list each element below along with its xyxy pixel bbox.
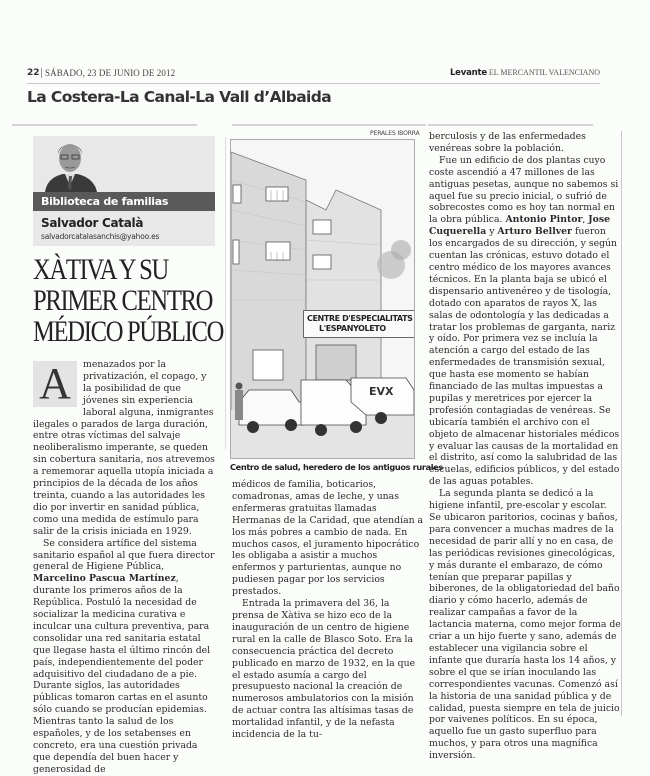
- section-title: La Costera-La Canal-La Vall d’Albaida: [27, 88, 332, 106]
- headline-line-3: MÉDICO PÚBLICO: [33, 315, 224, 348]
- person-name: Marcelino Pascua Martínez: [33, 573, 176, 585]
- issue-date: SÁBADO, 23 DE JUNIO DE 2012: [45, 68, 176, 78]
- photo-caption: Centro de salud, heredero de los antiguos rurales: [230, 462, 443, 472]
- article-photo: [230, 139, 415, 459]
- drop-cap: A: [33, 361, 77, 407]
- building-sign: [303, 310, 414, 338]
- divider-top-middle: [232, 124, 426, 126]
- article-column-1: [33, 359, 216, 776]
- photo-credit: PERALES IBORRA: [370, 130, 420, 137]
- divider-top-right: [428, 124, 593, 126]
- article-headline: [33, 253, 224, 348]
- person-name: Antonio Pintor: [505, 214, 583, 226]
- van-logo: EVX: [369, 385, 394, 398]
- brand-tagline: EL MERCANTIL VALENCIANO: [488, 68, 600, 77]
- column-rule: [225, 137, 226, 449]
- paragraph-3-continued: berculosis y de las enfermedades venéreas sobre la población.: [429, 131, 586, 154]
- author-email[interactable]: salvadorcatalasanchis@yahoo.es: [41, 232, 160, 241]
- person-name: Jose Cuquerella: [429, 214, 611, 238]
- divider-top-left: [12, 124, 197, 126]
- paragraph-4: Fue un edificio de dos plantas cuyo coste ascendió a 47 millones de las antiguas pesetas, aunque no sabemos si aquel fue su precio inicial, o sufrió de sobrecostes como es hoy tan normal en la obra pública. Antonio Pintor, Jose Cuquerella y Arturo Bellver fueron los encargados de su dirección, y según cuentan las crónicas, estuvo dotado el centro médico de los mayores avances técnicos. En la planta baja se ubicó el dispensario antivenéreo y de tisología, dotado con aparatos de rayos X, las salas de odontología y las dedicadas a tratar los problemas de garganta, nariz y oído. Por primera vez se incluía la atención a cargo del estado de las enfermedades de transmisión sexual, que hasta ese momento se habían financiado de las multas impuestas a pupilas y meretrices por ejercer la profesión contagiadas de venéreas. Se ubicaría también el archivo con el objeto de almacenar historiales médicos y evaluar las causas de la mortalidad en el distrito, así como la salubridad de las escuelas, edificios públicos, y del estado de las aguas potables.: [429, 154, 620, 488]
- right-column-rule: [621, 131, 622, 716]
- author-box: [33, 136, 215, 246]
- paragraph-2-continued: médicos de familia, boticarios, comadronas, amas de leche, y unas enfermeras gratuitas llamadas Hermanas de la Caridad, que atendían a los más pobres a cambio de nada. En muchos casos, el juramento hipocrático les obligaba a asistir a muchos enfermos y parturientas, aunque no pudiesen pagar por los servicios prestados.: [232, 479, 424, 598]
- building-image: [231, 140, 414, 458]
- page-header: [27, 68, 600, 84]
- article-column-3: [429, 131, 621, 762]
- headline-line-1: XÀTIVA Y SU: [33, 253, 169, 286]
- author-photo: [41, 136, 99, 192]
- headline-line-2: PRIMER CENTRO: [33, 284, 213, 317]
- sign-line-1: CENTRE D'ESPECIALITATS: [307, 314, 413, 323]
- paragraph-3: Entrada la primavera del 36, la prensa de Xàtiva se hizo eco de la inauguración de un centro de higiene rural en la calle de Blasco Soto. Era la consecuencia práctica del decreto publicado en marzo de 1932, en la que el estado asumía a cargo del presupuesto nacional la creación de numerosos ambulatorios con la misión de actuar contra las altísimas tasas de mortalidad infantil, y de la nefasta incidencia de la tu-: [232, 598, 416, 741]
- masthead: [450, 68, 600, 78]
- article-column-2: [232, 479, 424, 741]
- page-number: 22: [27, 68, 40, 78]
- author-name: Salvador Català: [41, 216, 144, 230]
- paragraph-2: Se considera artífice del sistema sanitario español al que fuera director general de Higiene Pública, Marcelino Pascua Martínez, durante los primeros años de la República. Postuló la necesidad de socializar la medicina curativa e inculcar una cultura preventiva, para consolidar una red sanitaria estatal que llegase hasta el último rincón del país, independientemente del poder adquisitivo del ciudadano de a pie. Durante siglos, las autoridades públicas tomaron cartas en el asunto sólo cuando se producían epidemias. Mientras tanto la salud de los españoles, y de los setabenses en concreto, era una cuestión privada que dependía del buen hacer y generosidad de: [33, 537, 215, 775]
- header-divider: [41, 68, 42, 78]
- sign-line-2: L'ESPANYOLETO: [319, 324, 386, 333]
- column-name-banner: Biblioteca de familias: [33, 192, 215, 211]
- paragraph-5: La segunda planta se dedicó a la higiene infantil, pre-escolar y escolar. Se ubicaron paritorios, cocinas y baños, para convencer a muchas madres de la necesidad de parir allí y no en casa, de las periódicas revisiones ginecológicas, y más durante el embarazo, de cómo tenían que preparar papillas y biberones, de la obligatoriedad del baño diario y cómo hacerlo, además de realizar campañas a favor de la lactancia materna, como mejor forma de criar a un hijo fuerte y sano, además de establecer una vigilancia sobre el infante que duraría hasta los 14 años, y sobre el que se irían inoculando las correspondientes vacunas. Comenzó así la historia de una sanidad pública y de calidad, puesta siempre en tela de juicio por vaivenes políticos. En su época, aquello fue un gasto superfluo para muchos, y para otros una magnífica inversión.: [429, 488, 621, 762]
- brand-name: Levante: [449, 68, 487, 78]
- paragraph-1: A menazados por la privatización, el copago, y la posibilidad de que jóvenes sin experiencia laboral alguna, inmigrantes ilegales o parados de larga duración, entre otras víctimas del salvaje neoliberalismo imperante, se queden sin cobertura sanitaria, nos atrevemos a rememorar aquella utopía iniciada a principios de la década de los años treinta, cuando a las autoridades les dio por invertir en sanidad pública, como una medida de estímulo para salir de la crisis iniciada en 1929.: [33, 359, 215, 537]
- person-name: Arturo Bellver: [497, 226, 572, 238]
